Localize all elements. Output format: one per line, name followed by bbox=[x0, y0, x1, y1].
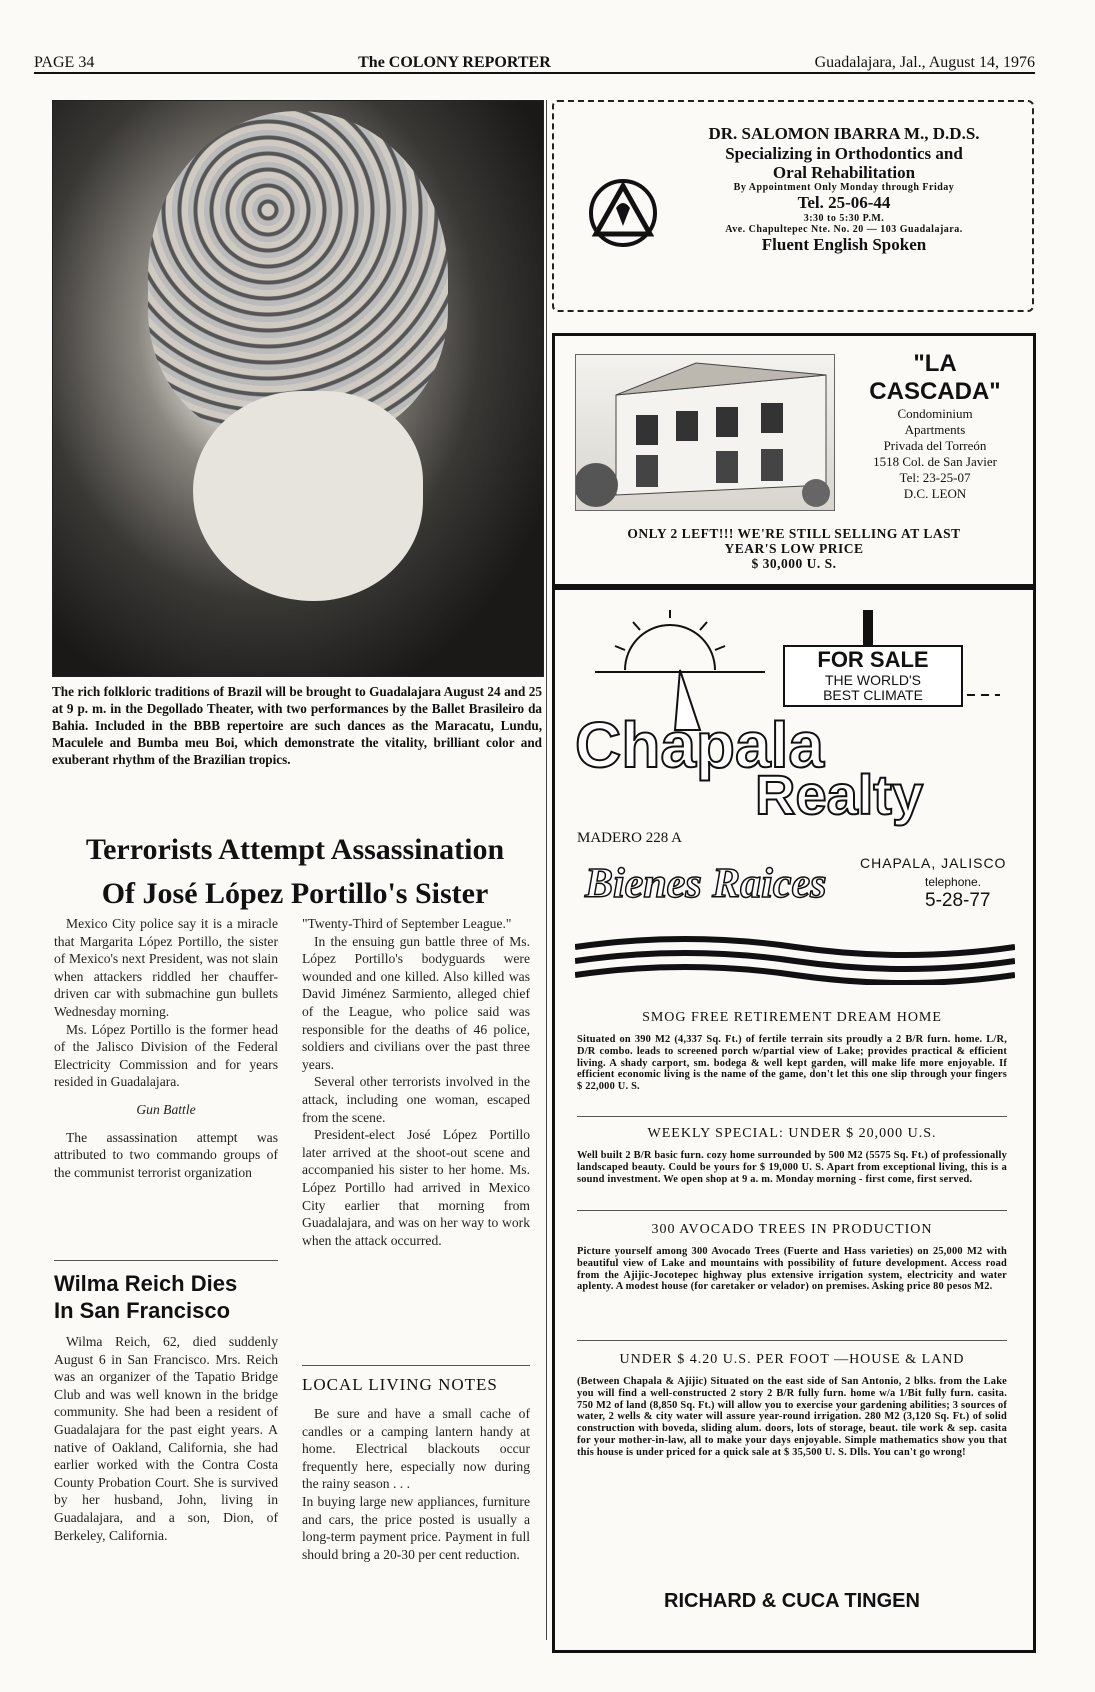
dentist-fluent: Fluent English Spoken bbox=[761, 235, 927, 254]
headline-line-1: Wilma Reich Dies bbox=[54, 1271, 238, 1296]
article-headline-terrorists bbox=[40, 828, 550, 916]
article-paragraph: "Twenty-Third of September League." bbox=[302, 916, 512, 931]
listing-title: 300 AVOCADO TREES IN PRODUCTION bbox=[651, 1222, 933, 1237]
dentist-hours: 3:30 to 5:30 P.M. bbox=[803, 213, 885, 224]
listing-body: Situated on 390 M2 (4,337 Sq. Ft.) of fertile terrain sits proudly a 2 B/R furn. home. L/R, D/R combo. leads to screened porch w/partial view of Lake; provides practical & efficient living. A shady carport, sm. bodega & well kept garden, will make life more enjoyable. If efficient economic living is the name of the game, don't let this one slip through your fingers $ 22,000 U. S. bbox=[577, 1034, 1007, 1093]
dancer-photo bbox=[52, 100, 544, 677]
column-rule bbox=[546, 100, 547, 1640]
realty-address: MADERO 228 A bbox=[577, 830, 683, 846]
brand-chapala: Chapala bbox=[575, 709, 824, 781]
listing-section bbox=[577, 1126, 1007, 1185]
listing-section bbox=[577, 1222, 1007, 1293]
local-living-headline: LOCAL LIVING NOTES bbox=[302, 1375, 498, 1394]
divider bbox=[302, 1365, 530, 1366]
dateline: Guadalajara, Jal., August 14, 1976 bbox=[814, 54, 1035, 71]
bienes-raices-logo: Bienes Raices bbox=[585, 861, 827, 907]
chapala-realty-ad bbox=[552, 587, 1036, 1653]
dentist-specialty: Specializing in Orthodontics and bbox=[725, 144, 963, 163]
realty-agents: RICHARD & CUCA TINGEN bbox=[664, 1590, 920, 1612]
headline-line-2: Of José López Portillo's Sister bbox=[101, 877, 489, 910]
listing-title: UNDER $ 4.20 U.S. PER FOOT —HOUSE & LAND bbox=[619, 1352, 965, 1367]
dentist-address: Ave. Chapultepec Nte. No. 20 — 103 Guadalajara. bbox=[725, 224, 963, 235]
masthead bbox=[34, 50, 1035, 74]
offer-line: ONLY 2 LEFT!!! WE'RE STILL SELLING AT LAST bbox=[627, 526, 961, 541]
telephone-number: 5-28-77 bbox=[925, 890, 991, 911]
divider bbox=[54, 1260, 278, 1261]
obituary-body bbox=[54, 1333, 278, 1544]
for-sale-sign bbox=[783, 645, 963, 707]
realty-location: CHAPALA, JALISCO bbox=[860, 855, 1007, 871]
article-paragraph: Ms. López Portillo is the former head of the Jalisco Division of the Federal Electricity Commission and for years resided in Guadalajara. bbox=[54, 1021, 278, 1090]
photo-caption: The rich folkloric traditions of Brazil will be brought to Guadalajara August 24 and 25 at 9 p. m. in the Degollado Theater, with two performances by the Ballet Brasileiro da Bahia. Included in the BBB repertoire are such dances as the Maracatu, Lundu, Maculele and Bumba meu Boi, which demonstrate the vitality, brilliant color and exuberant rhythm of the Brazilian tropics. bbox=[52, 684, 542, 767]
article-paragraph: In buying large new appliances, furniture and cars, the price posted is usually a long-term payment price. Payment in full should bring a 20-30 per cent reduction. bbox=[302, 1493, 530, 1562]
brand-realty: Realty bbox=[755, 763, 924, 826]
article-paragraph: Be sure and have a small cache of candles or a camping lantern handy at home. Electrical blackouts occur frequently here, especially now during the rainy season . . . bbox=[302, 1406, 530, 1492]
dentist-name: DR. SALOMON IBARRA M., D.D.S. bbox=[708, 124, 980, 143]
cascada-line: Condominium bbox=[897, 406, 973, 421]
headline-line-1: Terrorists Attempt Assassination bbox=[85, 833, 505, 866]
divider bbox=[577, 1210, 1007, 1211]
dentist-phone: Tel. 25-06-44 bbox=[797, 193, 891, 212]
dentist-specialty: Oral Rehabilitation bbox=[772, 163, 916, 182]
dentist-ad bbox=[552, 100, 1034, 312]
article-headline-reich bbox=[54, 1270, 278, 1324]
local-living-body bbox=[302, 1405, 530, 1563]
article-paragraph: Several other terrorists involved in the attack, including one woman, escaped from the scene. bbox=[302, 1074, 530, 1125]
article-subhead: Gun Battle bbox=[136, 1101, 196, 1117]
cascada-line: Tel: 23-25-07 bbox=[899, 470, 971, 485]
article-paragraph: President-elect José López Portillo later arrived at the shoot-out scene and accompanied his sister to her home. Ms. López Portillo had arrived in Mexico City earlier that morning from Guadalajara, and was on her way to work when the attack occurred. bbox=[302, 1127, 530, 1248]
for-sale-label: FOR SALE bbox=[817, 647, 929, 672]
offer-line: YEAR'S LOW PRICE bbox=[724, 541, 864, 556]
listing-body: Well built 2 B/R basic furn. cozy home surrounded by 500 M2 (5575 Sq. Ft.) of professionally landscaped beauty. Could be yours for $ 19,000 U. S. Apart from exceptional living, this is a sound investment. We open shop at 9 a. m. Monday morning - first come, first served. bbox=[577, 1150, 1007, 1185]
divider bbox=[577, 1116, 1007, 1117]
article-paragraph: Wilma Reich, 62, died suddenly August 6 in San Francisco. Mrs. Reich was an organizer of the Tapatio Bridge Club and was well known in the bridge community. She had been a resident of Guadalajara for the past eight years. A native of Oakland, California, she had earlier worked with the Contra Costa County Probation Court. She is survived by her husband, John, living in Guadalajara, and a son, Dion, of Berkeley, California. bbox=[54, 1334, 278, 1543]
cascada-title: "LA CASCADA" bbox=[869, 350, 1001, 405]
cascada-line: Apartments bbox=[904, 422, 966, 437]
photo-face bbox=[193, 391, 423, 601]
cascada-line: D.C. LEON bbox=[903, 486, 967, 501]
listing-title: WEEKLY SPECIAL: UNDER $ 20,000 U.S. bbox=[647, 1126, 937, 1141]
divider bbox=[577, 1340, 1007, 1341]
dental-logo-icon bbox=[588, 178, 658, 248]
dentist-appointment: By Appointment Only Monday through Friday bbox=[733, 182, 955, 193]
listing-title: SMOG FREE RETIREMENT DREAM HOME bbox=[642, 1010, 942, 1025]
dentist-ad-text bbox=[674, 124, 1014, 255]
listing-body: (Between Chapala & Ajijic) Situated on the east side of San Antonio, 2 blks. from the Lake you will find a well-constructed 2 story 2 B/R fully furn. home w/a 1/Bit fully furn. casita. 750 M2 of land (8,850 Sq. Ft.) will allow you to exercise your gardening abilities; 3 sources of water, 2 wells & city water will assure year-round irrigation. 280 M2 (3,120 Sq. Ft.) of solid construction with boveda, sliding alum. doors, lots of storage, beaut. tile work & sep. casita for your mother-in-law, all to make your days enjoyable. Simple mathematics show you that this house is under priced for a quick sale at $ 35,500 U. S. Dlls. You can't go wrong! bbox=[577, 1376, 1007, 1458]
article-column-a bbox=[54, 915, 278, 1181]
article-paragraph: Mexico City police say it is a miracle that Margarita López Portillo, the sister of Mexico's next President, was not slain when attackers riddled her chauffer-driven car with submachine gun bullets Wednesday morning. bbox=[54, 916, 278, 1019]
cascada-offer bbox=[565, 526, 1023, 571]
world-climate-line: BEST CLIMATE bbox=[823, 687, 923, 703]
listing-section bbox=[577, 1010, 1007, 1093]
listing-section bbox=[577, 1352, 1007, 1459]
world-climate-line: THE WORLD'S bbox=[824, 672, 921, 688]
telephone-label: telephone. bbox=[925, 875, 982, 889]
cascada-line: 1518 Col. de San Javier bbox=[873, 454, 997, 469]
building-icon bbox=[576, 355, 834, 510]
headline-line-2: In San Francisco bbox=[54, 1298, 231, 1323]
article-column-b bbox=[302, 915, 530, 1249]
publication-title: The COLONY REPORTER bbox=[358, 54, 551, 71]
offer-line: $ 30,000 U. S. bbox=[751, 556, 837, 571]
article-paragraph: The assassination attempt was attributed to two commando groups of the communist terrorist organization bbox=[54, 1129, 278, 1180]
waves-icon bbox=[575, 935, 1015, 985]
page-number: PAGE 34 bbox=[34, 54, 95, 71]
condo-building-photo bbox=[575, 354, 835, 511]
cascada-text bbox=[845, 350, 1025, 502]
article-paragraph: In the ensuing gun battle three of Ms. López Portillo's bodyguards were wounded and one killed. Also killed was David Jiménez Sarmiento, alleged chief of the League, who police said was responsible for the deaths of 46 police, soldiers and civilians over the past three years. bbox=[302, 933, 530, 1072]
listing-body: Picture yourself among 300 Avocado Trees (Fuerte and Hass varieties) on 25,000 M2 with beautiful view of Lake and mountains with possibility of future development. Access road from the Ajijic-Jocotepec highway plus extensive irrigation system, electricity and water aplenty. A modest house (for caretaker or velador) on premises. Asking price 80 pesos M2. bbox=[577, 1246, 1007, 1293]
cascada-line: Privada del Torreón bbox=[883, 438, 987, 453]
cascada-ad bbox=[552, 333, 1036, 587]
